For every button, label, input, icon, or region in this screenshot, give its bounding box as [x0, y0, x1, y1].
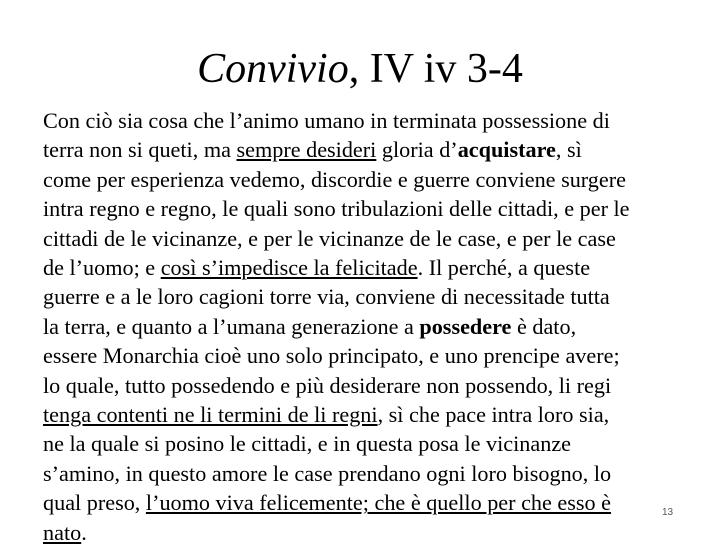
- text-line: [43, 459, 693, 488]
- text-segment: la terra, e quanto a l’umana generazione a: [43, 313, 420, 339]
- text-segment: qual preso,: [43, 490, 146, 516]
- bold-word: possedere: [419, 313, 512, 339]
- underlined-phrase: tenga contenti ne li termini de li regni: [43, 402, 378, 428]
- text-line: [43, 312, 693, 341]
- underlined-phrase: sempre desideri: [236, 137, 377, 163]
- text-segment: . Il perché, a queste: [417, 255, 591, 281]
- text-segment: ne la quale si posino le cittadi, e in questa posa le vicinanze: [43, 431, 572, 457]
- quotation-text: [43, 106, 693, 547]
- text-line: [43, 341, 693, 370]
- text-segment: Con ciò sia cosa che l’animo umano in terminata possessione di: [43, 108, 610, 133]
- text-segment: lo quale, tutto possedendo e più desiderare non possendo, li regi: [43, 372, 612, 398]
- text-line: [43, 106, 693, 135]
- text-segment: cittadi de le vicinanze, e per le vicinanze de le case, e per le case: [43, 225, 616, 251]
- text-segment: come per esperienza vedemo, discordie e guerre conviene surgere: [43, 166, 626, 192]
- title-reference: , IV iv 3-4: [348, 46, 523, 92]
- text-segment: gloria d’: [376, 137, 458, 163]
- text-segment: , sì che pace intra loro sia,: [377, 402, 610, 428]
- text-line: [43, 429, 693, 458]
- text-segment: è dato,: [511, 313, 577, 339]
- underlined-phrase: così s’impedisce la felicitade: [160, 255, 418, 281]
- text-segment: terra non si queti, ma: [43, 137, 237, 163]
- text-segment: essere Monarchia cioè uno solo principato, e uno prencipe avere;: [43, 343, 620, 369]
- text-line: [43, 400, 693, 429]
- text-line: [43, 135, 693, 164]
- text-line: [43, 282, 693, 311]
- slide-title: [0, 44, 720, 94]
- text-line: [43, 194, 693, 223]
- bold-word: acquistare: [457, 137, 556, 163]
- text-segment: s’amino, in questo amore le case prendano ogni loro bisogno, lo: [43, 460, 612, 486]
- text-segment: , sì: [555, 137, 582, 163]
- text-segment: .: [81, 519, 87, 545]
- text-line: [43, 518, 693, 547]
- text-line: [43, 371, 693, 400]
- text-line: [43, 253, 693, 282]
- text-segment: de l’uomo; e: [43, 255, 161, 281]
- text-segment: guerre e a le loro cagioni torre via, conviene di necessitade tutta: [43, 284, 610, 310]
- text-line: [43, 224, 693, 253]
- text-line: [43, 488, 693, 517]
- text-line: [43, 165, 693, 194]
- underlined-phrase: nato: [43, 519, 82, 545]
- text-segment: intra regno e regno, le quali sono tribulazioni delle cittadi, e per le: [43, 196, 630, 222]
- underlined-phrase: l’uomo viva felicemente; che è quello per che esso è: [145, 490, 612, 516]
- title-work: Convivio: [197, 46, 349, 92]
- page-number: 13: [662, 507, 674, 518]
